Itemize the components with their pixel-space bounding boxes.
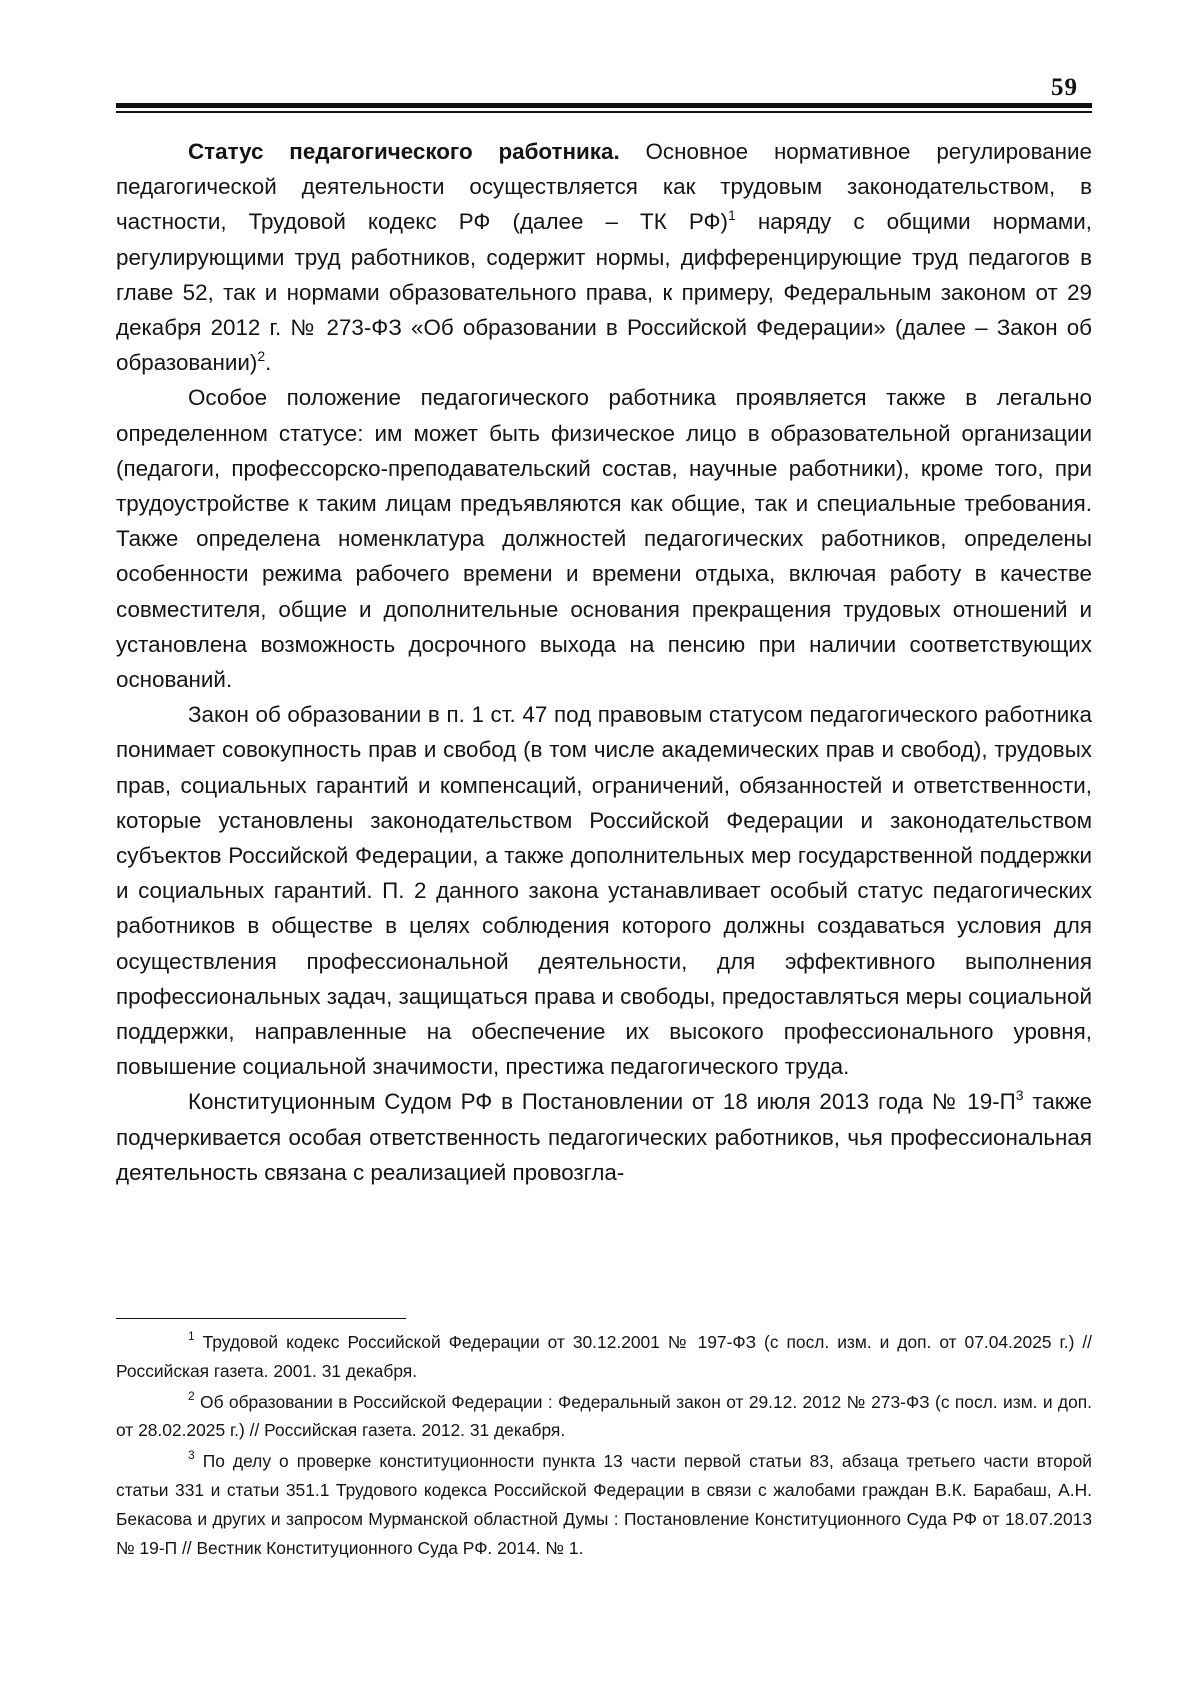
footnotes xyxy=(116,1328,1092,1564)
footnote-text: По делу о проверке конституционности пункта 13 части первой статьи 83, абзаца третьего части второй статьи 331 и статьи 351.1 Трудового кодекса Российской Федерации в связи с жалобами граждан В.К. Барабаш, А.Н. Бекасова и других и запросом Мурманской областной Думы : Постановление Конституционного Суда РФ от 18.07.2013 № 19-П // Вестник Конституционного Суда РФ. 2014. № 1. xyxy=(116,1451,1092,1558)
main-text xyxy=(116,134,1092,1190)
footnote-text: Об образовании в Российской Федерации : Федеральный закон от 29.12. 2012 № 273-ФЗ (с посл. изм. и доп. от 28.02.2025 г.) // Российская газета. 2012. 31 декабря. xyxy=(116,1391,1092,1441)
footnote-1 xyxy=(116,1328,1092,1386)
footnote-ref-1: 1 xyxy=(727,206,736,223)
footnote-ref-3: 3 xyxy=(1015,1087,1024,1104)
footnote-text: Трудовой кодекс Российской Федерации от 30.12.2001 № 197-ФЗ (с посл. изм. и доп. от 07.04.2025 г.) // Российская газета. 2001. 31 декабря. xyxy=(116,1332,1092,1381)
footnote-mark: 1 xyxy=(188,1329,195,1344)
footnote-ref-2: 2 xyxy=(257,347,266,364)
paragraph-4 xyxy=(116,1084,1092,1190)
header-rule-thin xyxy=(116,111,1092,113)
footnote-mark: 3 xyxy=(188,1448,195,1463)
paragraph-2: Особое положение педагогического работника проявляется также в легально определенном статусе: им может быть физическое лицо в образовательной организации (педагоги, профессорско-преподавательский состав, научные работники), кроме того, при трудоустройстве к таким лицам предъявляются как общие, так и специальные требования. Также определена номенклатура должностей педагогических работников, определены особенности режима рабочего времени и времени отдыха, включая работу в качестве совместителя, общие и дополнительные основания прекращения трудовых отношений и установлена возможность досрочного выхода на пенсию при наличии соответствующих оснований. xyxy=(116,385,1092,693)
paragraph-text: также подчеркивается особая ответственность педагогических работников, чья профессиональная деятельность связана с реализацией провозгла- xyxy=(116,1089,1093,1185)
paragraph-1 xyxy=(116,134,1092,380)
section-lead: Статус педагогического работника. xyxy=(188,139,620,164)
paragraph-3: Закон об образовании в п. 1 ст. 47 под правовым статусом педагогического работника понимает совокупность прав и свобод (в том числе академических прав и свобод), трудовых прав, социальных гарантий и компенсаций, ограничений, обязанностей и ответственности, которые установлены законодательством Российской Федерации и законодательством субъектов Российской Федерации, а также дополнительных мер государственной поддержки и социальных гарантий. П. 2 данного закона устанавливает особый статус педагогических работников в обществе в целях соблюдения которого должны создаваться условия для осуществления профессиональной деятельности, для эффективного выполнения профессиональных задач, защищаться права и свободы, предоставляться меры социальной поддержки, направленные на обеспечение их высокого профессионального уровня, повышение социальной значимости, престижа педагогического труда. xyxy=(116,702,1092,1080)
footnote-2 xyxy=(116,1388,1092,1446)
footnote-3 xyxy=(116,1447,1092,1562)
paragraph-text: . xyxy=(265,350,272,376)
paragraph-text: Основное нормативное регулирование педагогической деятельности осуществляется как трудовым законодательством, в частности, Трудовой кодекс РФ (далее – ТК РФ) xyxy=(116,139,1092,235)
footnote-separator xyxy=(116,1318,406,1319)
footnote-mark: 2 xyxy=(188,1388,195,1403)
paragraph-text: Конституционным Судом РФ в Постановлении от 18 июля 2013 года № 19-П xyxy=(188,1089,1016,1115)
paragraph-text: наряду с общими нормами, регулирующими труд работников, содержит нормы, дифференцирующие труд педагогов в главе 52, так и нормами образовательного права, к примеру, Федеральным законом от 29 декабря 2012 г. № 273-ФЗ «Об образовании в Российской Федерации» (далее – Закон об образовании) xyxy=(116,209,1092,376)
page-header xyxy=(116,70,1092,116)
header-rule-thick xyxy=(116,103,1092,108)
page-number: 59 xyxy=(1051,74,1078,101)
